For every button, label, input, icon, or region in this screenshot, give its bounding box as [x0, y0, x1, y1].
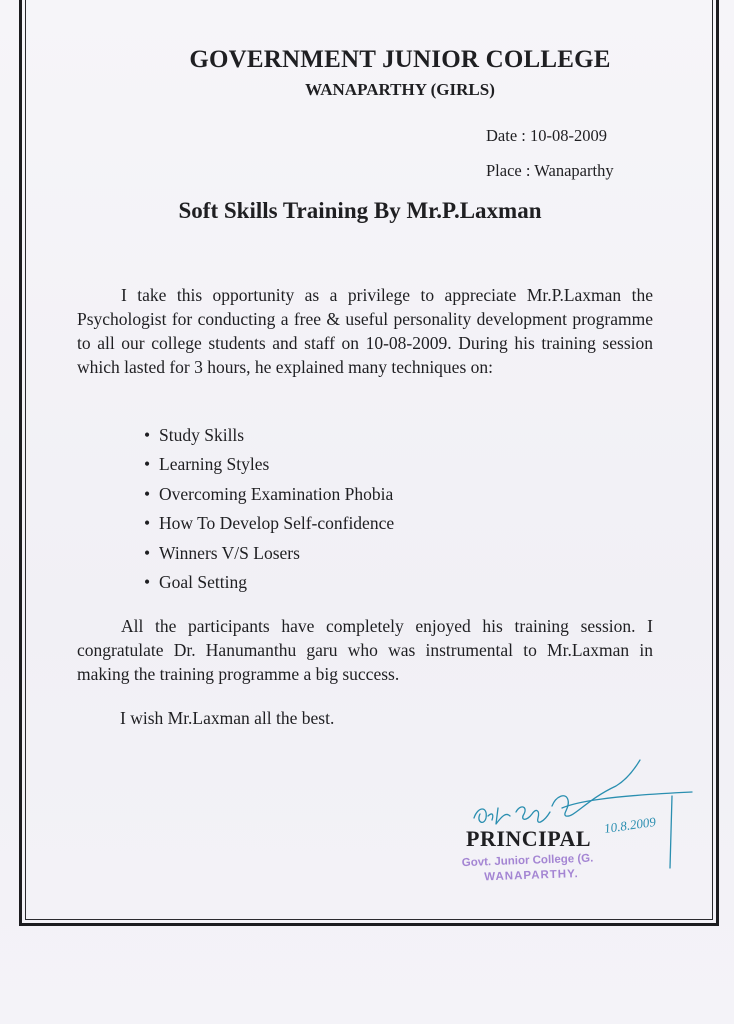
college-name: GOVERNMENT JUNIOR COLLEGE — [189, 46, 611, 73]
paragraph-wishes: I wish Mr.Laxman all the best. — [120, 708, 335, 728]
topic-item: • Study Skills — [144, 421, 394, 450]
principal-designation: PRINCIPAL — [466, 826, 592, 851]
stamp-college-line: Govt. Junior College (G. — [461, 852, 594, 870]
topic-item: • Winners V/S Losers — [144, 539, 394, 568]
paragraph-congratulations: All the participants have completely enjoyed his training session. I congratulate Dr. Hanumanthu garu who was instrumental to Mr.Laxman in making the training programme a big success. — [77, 616, 653, 684]
topic-item: • Learning Styles — [144, 450, 394, 479]
signature-date: 10.8.2009 — [603, 813, 657, 836]
college-subtitle: WANAPARTHY (GIRLS) — [305, 80, 495, 99]
letter-title: Soft Skills Training By Mr.P.Laxman — [178, 198, 542, 223]
topic-item: • Goal Setting — [144, 568, 394, 597]
topics-list — [144, 421, 394, 597]
college-stamp — [462, 850, 643, 886]
letter-place: Place : Wanaparthy — [486, 161, 614, 180]
topic-item: • How To Develop Self-confidence — [144, 509, 394, 538]
letter-date: Date : 10-08-2009 — [486, 126, 607, 145]
stamp-place-line: WANAPARTHY. — [484, 868, 579, 884]
paragraph-intro: I take this opportunity as a privilege to appreciate Mr.P.Laxman the Psychologist for conducting a free & useful personality development programme to all our college students and staff on 10-08-2009. During his training session which lasted for 3 hours, he explained many techniques on: — [77, 285, 653, 377]
topic-item: • Overcoming Examination Phobia — [144, 480, 394, 509]
